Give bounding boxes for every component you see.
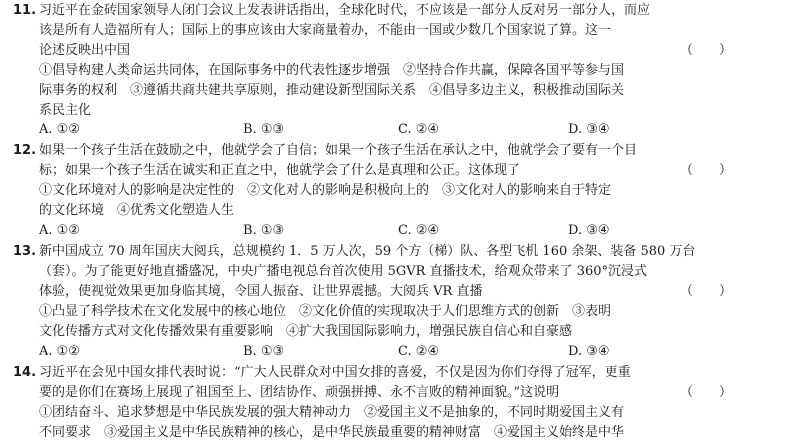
- q11-line-6: 系民主化: [39, 103, 92, 118]
- q13-line-2: （套）。为了能更好地直播盛况，中央广播电视总台首次使用 5GVR 直播技术，给观众带来了 360°沉浸式: [39, 264, 648, 279]
- q11-line-4: ①倡导构建人类命运共同体，在国际事务中的代表性逐步增强 ②坚持合作共赢，保障各国平等参与国: [39, 63, 625, 78]
- q11-line-1: [13, 3, 650, 19]
- q13-text-1: 新中国成立 70 周年国庆大阅兵，总规模约 1．5 万人次，59 个方（梯）队、各型飞机 160 余架、装备 580 万台: [39, 244, 696, 259]
- q11-option-c: C. ②④: [398, 122, 440, 137]
- q13-line-3: 体验，使视觉效果更加身临其境，令国人振奋、让世界震撼。大阅兵 VR 直播: [39, 284, 483, 299]
- q13-line-4: ①凸显了科学技术在文化发展中的核心地位 ②文化价值的实现取决于人们思维方式的创新 ③表明: [39, 304, 612, 319]
- q11-option-b: B. ①③: [243, 122, 285, 137]
- q12-number: 12.: [13, 143, 37, 158]
- q11-text-1: 习近平在金砖国家领导人闭门会议上发表讲话指出，全球化时代，不应该是一部分人反对另一部分人，而应: [39, 3, 651, 18]
- q13-option-c: C. ②④: [398, 344, 440, 359]
- q12-text-1: 如果一个孩子生活在鼓励之中，他就学会了自信；如果一个孩子生活在承认之中，他就学会了要有一个目: [39, 143, 638, 158]
- q11-line-5: 际事务的权利 ③遵循共商共建共享原则，推动建设新型国际关系 ④倡导多边主义，积极推动国际关: [39, 83, 625, 98]
- q14-line-4: 不同要求 ③爱国主义是中华民族精神的核心，是中华民族最重要的精神财富 ④爱国主义始终是中华: [39, 425, 625, 440]
- q14-number: 14.: [13, 365, 37, 380]
- q11-line-3: 论述反映出中国: [39, 43, 131, 58]
- q11-option-d: D. ③④: [568, 122, 610, 137]
- q11-number: 11.: [13, 3, 37, 18]
- q12-answer-paren: （ ）: [680, 163, 733, 178]
- q14-answer-paren: （ ）: [680, 385, 733, 400]
- q14-line-1: [13, 365, 631, 381]
- q13-number: 13.: [13, 244, 37, 259]
- q13-option-d: D. ③④: [568, 344, 610, 359]
- q14-line-3: ①团结奋斗、追求梦想是中华民族发展的强大精神动力 ②爱国主义不是抽象的，不同时期爱国主义有: [39, 405, 625, 420]
- q12-line-1: [13, 143, 637, 159]
- q11-line-2: 该是所有人造福所有人；国际上的事应该由大家商量着办，不能由一国或少数几个国家说了算。这一: [39, 23, 612, 38]
- q12-line-2: 标；如果一个孩子生活在诚实和正直之中，他就学会了什么是真理和公正。这体现了: [39, 163, 521, 178]
- q11-answer-paren: （ ）: [680, 43, 733, 58]
- q12-line-4: 的文化环境 ④优秀文化塑造人生: [39, 203, 235, 218]
- q12-option-a: A. ①②: [39, 223, 80, 238]
- q13-line-1: [13, 244, 695, 260]
- q12-line-3: ①文化环境对人的影响是决定性的 ②文化对人的影响是积极向上的 ③文化对人的影响来自于特定: [39, 183, 612, 198]
- q13-answer-paren: （ ）: [680, 284, 733, 299]
- q14-line-2: 要的是你们在赛场上展现了祖国至上、团结协作、顽强拼搏、永不言败的精神面貌。”这说明: [39, 385, 560, 400]
- q14-text-1: 习近平在会见中国女排代表时说：“广大人民群众对中国女排的喜爱，不仅是因为你们夺得了冠军，更重: [39, 365, 631, 380]
- q12-option-d: D. ③④: [568, 223, 610, 238]
- q13-option-b: B. ①③: [243, 344, 285, 359]
- q13-option-a: A. ①②: [39, 344, 80, 359]
- q12-option-b: B. ①③: [243, 223, 285, 238]
- q12-option-c: C. ②④: [398, 223, 440, 238]
- q11-option-a: A. ①②: [39, 122, 80, 137]
- q13-line-5: 文化传播方式对文化传播效果有重要影响 ④扩大我国国际影响力，增强民族自信心和自豪感: [39, 324, 573, 339]
